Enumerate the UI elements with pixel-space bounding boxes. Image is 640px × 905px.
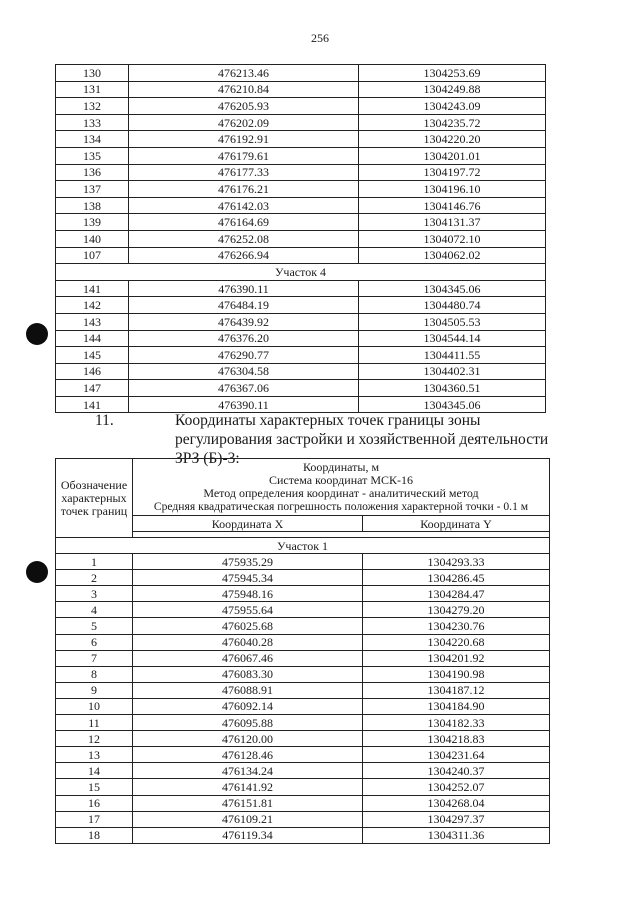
coordinate-x-cell: 476390.11: [129, 280, 359, 297]
table-row: [56, 313, 546, 330]
coordinate-y-cell: 1304293.33: [363, 554, 550, 570]
table-row: [56, 698, 550, 714]
coordinate-x-cell: 476205.93: [129, 98, 359, 115]
coordinate-y-cell: 1304505.53: [359, 313, 546, 330]
coordinate-y-cell: 1304220.68: [363, 634, 550, 650]
coordinate-y-cell: 1304231.64: [363, 747, 550, 763]
table-row: [56, 280, 546, 297]
point-number-cell: 136: [56, 164, 129, 181]
coordinate-y-cell: 1304131.37: [359, 214, 546, 231]
coordinate-y-cell: 1304187.12: [363, 682, 550, 698]
coordinate-x-cell: 475948.16: [133, 586, 363, 602]
section-number: 11.: [95, 412, 114, 429]
point-number-cell: 146: [56, 363, 129, 380]
point-number-cell: 141: [56, 280, 129, 297]
point-number-cell: 107: [56, 247, 129, 264]
table-row: [56, 230, 546, 247]
point-number-cell: 132: [56, 98, 129, 115]
section-row: [56, 538, 550, 554]
coordinate-x-cell: 476128.46: [133, 747, 363, 763]
coordinate-y-cell: 1304345.06: [359, 396, 546, 413]
table-row: [56, 779, 550, 795]
table-row: [56, 763, 550, 779]
header-coordinate-info: [133, 459, 550, 516]
table-row: [56, 811, 550, 827]
coordinate-x-cell: 476376.20: [129, 330, 359, 347]
table-row: [56, 650, 550, 666]
point-number-cell: 142: [56, 297, 129, 314]
table-row: [56, 602, 550, 618]
coordinate-x-cell: 476134.24: [133, 763, 363, 779]
punch-hole-top: [26, 323, 48, 345]
coordinate-y-cell: 1304311.36: [363, 827, 550, 843]
point-number-cell: 8: [56, 666, 133, 682]
coordinate-x-cell: 476119.34: [133, 827, 363, 843]
table-row: [56, 586, 550, 602]
coordinate-y-cell: 1304196.10: [359, 181, 546, 198]
coordinate-x-cell: 476177.33: [129, 164, 359, 181]
point-number-cell: 10: [56, 698, 133, 714]
table-row: [56, 297, 546, 314]
coordinate-x-cell: 476040.28: [133, 634, 363, 650]
coordinate-y-cell: 1304240.37: [363, 763, 550, 779]
coordinate-x-cell: 476083.30: [133, 666, 363, 682]
table-row: [56, 666, 550, 682]
coordinate-y-cell: 1304411.55: [359, 347, 546, 364]
header-line: Средняя квадратическая погрешность положения характерной точки - 0.1 м: [153, 500, 529, 513]
point-number-cell: 130: [56, 65, 129, 82]
coordinate-y-cell: 1304249.88: [359, 81, 546, 98]
coordinate-x-cell: 476151.81: [133, 795, 363, 811]
section-row: [56, 264, 546, 281]
point-number-cell: 137: [56, 181, 129, 198]
point-number-cell: 1: [56, 554, 133, 570]
coordinate-y-cell: 1304402.31: [359, 363, 546, 380]
table-row: [56, 81, 546, 98]
coordinate-x-cell: 476092.14: [133, 698, 363, 714]
coordinate-y-cell: 1304182.33: [363, 715, 550, 731]
coordinate-x-cell: 476141.92: [133, 779, 363, 795]
table-row: [56, 795, 550, 811]
coordinate-y-cell: 1304252.07: [363, 779, 550, 795]
table-row: [56, 827, 550, 843]
coordinate-x-cell: 475935.29: [133, 554, 363, 570]
table-row: [56, 363, 546, 380]
coordinate-x-cell: 476179.61: [129, 147, 359, 164]
header-line: Система координат МСК-16: [268, 473, 414, 487]
table-row: [56, 715, 550, 731]
coordinate-x-cell: 476202.09: [129, 114, 359, 131]
header-line: Координаты, м: [302, 460, 380, 474]
point-number-cell: 135: [56, 147, 129, 164]
coordinate-x-cell: 476120.00: [133, 731, 363, 747]
point-number-cell: 141: [56, 396, 129, 413]
point-number-cell: 4: [56, 602, 133, 618]
coordinate-x-cell: 476304.58: [129, 363, 359, 380]
point-number-cell: 13: [56, 747, 133, 763]
point-number-cell: 2: [56, 570, 133, 586]
coordinate-y-cell: 1304201.92: [363, 650, 550, 666]
point-number-cell: 17: [56, 811, 133, 827]
page-number: 256: [311, 31, 329, 45]
header-point-designation: Обозначение характерных точек границ: [56, 459, 133, 538]
coordinates-table-zrz: [55, 458, 550, 844]
table-row: [56, 747, 550, 763]
coordinate-y-cell: 1304146.76: [359, 197, 546, 214]
point-number-cell: 133: [56, 114, 129, 131]
coordinate-y-cell: 1304072.10: [359, 230, 546, 247]
coordinate-y-cell: 1304360.51: [359, 380, 546, 397]
table-row: [56, 347, 546, 364]
point-number-cell: 144: [56, 330, 129, 347]
point-number-cell: 14: [56, 763, 133, 779]
point-number-cell: 7: [56, 650, 133, 666]
table-row: [56, 554, 550, 570]
coordinate-x-cell: 476439.92: [129, 313, 359, 330]
point-number-cell: 3: [56, 586, 133, 602]
coordinate-x-cell: 476164.69: [129, 214, 359, 231]
coordinate-x-cell: 476095.88: [133, 715, 363, 731]
point-number-cell: 16: [56, 795, 133, 811]
table-row: [56, 114, 546, 131]
point-number-cell: 147: [56, 380, 129, 397]
table-row: [56, 164, 546, 181]
coordinate-x-cell: 476367.06: [129, 380, 359, 397]
coordinate-x-cell: 476067.46: [133, 650, 363, 666]
table-row: [56, 618, 550, 634]
point-number-cell: 138: [56, 197, 129, 214]
section-label: Участок 4: [56, 264, 546, 281]
coordinate-x-cell: 476025.68: [133, 618, 363, 634]
table-row: [56, 181, 546, 198]
coordinate-y-cell: 1304218.83: [363, 731, 550, 747]
table-row: [56, 570, 550, 586]
header-coordinate-y: Координата Y: [363, 516, 550, 532]
coordinate-y-cell: 1304220.20: [359, 131, 546, 148]
coordinate-x-cell: 476266.94: [129, 247, 359, 264]
header-line: Метод определения координат - аналитический метод: [203, 486, 479, 500]
point-number-cell: 5: [56, 618, 133, 634]
coordinate-y-cell: 1304253.69: [359, 65, 546, 82]
coordinate-y-cell: 1304279.20: [363, 602, 550, 618]
coordinate-y-cell: 1304184.90: [363, 698, 550, 714]
coordinate-x-cell: 476252.08: [129, 230, 359, 247]
coordinate-y-cell: 1304201.01: [359, 147, 546, 164]
table-row: [56, 634, 550, 650]
coordinate-y-cell: 1304243.09: [359, 98, 546, 115]
point-number-cell: 15: [56, 779, 133, 795]
coordinate-y-cell: 1304345.06: [359, 280, 546, 297]
point-number-cell: 12: [56, 731, 133, 747]
coordinate-x-cell: 476290.77: [129, 347, 359, 364]
coordinate-x-cell: 476088.91: [133, 682, 363, 698]
table-row: [56, 247, 546, 264]
coordinate-x-cell: 476213.46: [129, 65, 359, 82]
table-row: [56, 98, 546, 115]
point-number-cell: 143: [56, 313, 129, 330]
point-number-cell: 139: [56, 214, 129, 231]
coordinate-y-cell: 1304297.37: [363, 811, 550, 827]
coordinate-y-cell: 1304230.76: [363, 618, 550, 634]
coordinate-x-cell: 476142.03: [129, 197, 359, 214]
point-number-cell: 145: [56, 347, 129, 364]
coordinate-y-cell: 1304286.45: [363, 570, 550, 586]
coordinate-x-cell: 476109.21: [133, 811, 363, 827]
coordinate-y-cell: 1304190.98: [363, 666, 550, 682]
coordinate-x-cell: 475945.34: [133, 570, 363, 586]
point-number-cell: 11: [56, 715, 133, 731]
punch-hole-bottom: [26, 561, 48, 583]
header-coordinate-x: Координата X: [133, 516, 363, 532]
point-number-cell: 6: [56, 634, 133, 650]
coordinate-y-cell: 1304062.02: [359, 247, 546, 264]
section-label: Участок 1: [56, 538, 550, 554]
coordinate-x-cell: 476484.19: [129, 297, 359, 314]
table-row: [56, 330, 546, 347]
coordinate-y-cell: 1304268.04: [363, 795, 550, 811]
table-row: [56, 197, 546, 214]
table-row: [56, 214, 546, 231]
coordinate-x-cell: 475955.64: [133, 602, 363, 618]
point-number-cell: 9: [56, 682, 133, 698]
point-number-cell: 134: [56, 131, 129, 148]
coordinate-x-cell: 476176.21: [129, 181, 359, 198]
point-number-cell: 140: [56, 230, 129, 247]
coordinate-y-cell: 1304544.14: [359, 330, 546, 347]
point-number-cell: 131: [56, 81, 129, 98]
table-row: [56, 380, 546, 397]
table-row: [56, 731, 550, 747]
coordinate-x-cell: 476390.11: [129, 396, 359, 413]
table-row: [56, 682, 550, 698]
coordinate-y-cell: 1304480.74: [359, 297, 546, 314]
coordinates-table-continued: [55, 64, 546, 413]
table-row: [56, 65, 546, 82]
coordinate-y-cell: 1304235.72: [359, 114, 546, 131]
coordinate-y-cell: 1304284.47: [363, 586, 550, 602]
table-row: [56, 147, 546, 164]
coordinate-x-cell: 476192.91: [129, 131, 359, 148]
table-row: [56, 131, 546, 148]
coordinate-y-cell: 1304197.72: [359, 164, 546, 181]
section-title: Координаты характерных точек границы зоны регулирования застройки и хозяйственной деятельности ЗРЗ (Б)-3:: [175, 412, 549, 467]
coordinate-x-cell: 476210.84: [129, 81, 359, 98]
point-number-cell: 18: [56, 827, 133, 843]
